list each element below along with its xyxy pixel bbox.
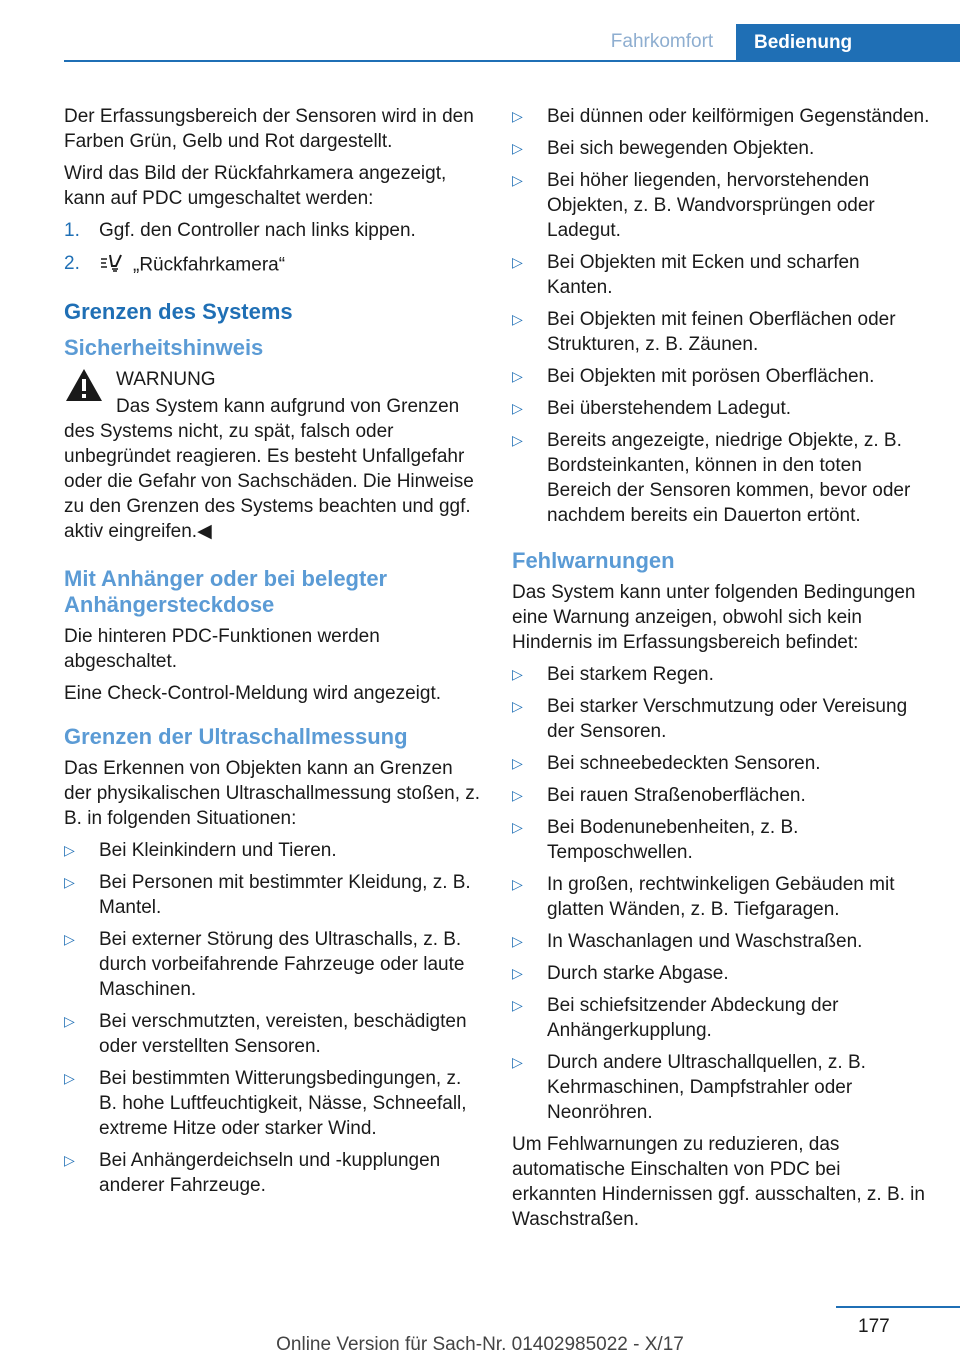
step-number: 2. — [64, 253, 80, 274]
list-item: ▷ Bei Anhängerdeichseln und -kupplungen anderer Fahrzeuge. — [64, 1150, 441, 1196]
object-limits-list — [512, 104, 930, 528]
triangle-right-icon: ▷ — [512, 876, 523, 892]
page-number: 177 — [858, 1316, 890, 1337]
triangle-right-icon: ▷ — [64, 842, 75, 858]
steps-list — [64, 218, 482, 280]
triangle-right-icon: ▷ — [512, 400, 523, 416]
triangle-right-icon: ▷ — [64, 1152, 75, 1168]
triangle-right-icon: ▷ — [512, 140, 523, 156]
list-item: ▷ Bei starker Verschmutzung oder Vereisung der Sensoren. — [512, 696, 908, 742]
false-warnings-list — [512, 662, 930, 1125]
warning-text: Das System kann aufgrund von Grenzen des Systems nicht, zu spät, falsch oder unbegründet reagieren. Es besteht Unfallgefahr oder die Gefahr von Sachschäden. Die Hinweise zu den Grenzen des Systems beachten und ggf. aktiv eingreifen.◀ — [64, 396, 474, 542]
warning-block — [64, 367, 482, 544]
triangle-right-icon: ▷ — [512, 819, 523, 835]
triangle-right-icon: ▷ — [512, 254, 523, 270]
list-item: ▷ Bei überstehendem Ladegut. — [512, 398, 792, 419]
triangle-right-icon: ▷ — [512, 666, 523, 682]
step-text: Ggf. den Controller nach links kippen. — [99, 220, 416, 241]
heading-grenzen-des-systems: Grenzen des Systems — [64, 299, 293, 324]
header-tab-fahrkomfort: Fahrkomfort — [610, 31, 714, 52]
ultraschall-limits-list — [64, 838, 482, 1198]
list-item: ▷ Bei Objekten mit feinen Oberflächen oder Strukturen, z. B. Zäunen. — [512, 309, 896, 355]
list-item: ▷ In großen, rechtwinkeligen Gebäuden mit glatten Wänden, z. B. Tiefgaragen. — [512, 874, 895, 920]
list-item: ▷ Bei Bodenunebenheiten, z. B. Temposchwellen. — [512, 817, 799, 863]
step-text-label: „Rückfahrkamera“ — [133, 254, 286, 276]
warning-title: WARNUNG — [116, 369, 216, 390]
footer-version: Online Version für Sach-Nr. 01402985022 - X/17 — [276, 1334, 684, 1355]
paragraph-ultraschall: Das Erkennen von Objekten kann an Grenzen der physikalischen Ultraschallmessung stoßen, z. B. in folgenden Situationen: — [64, 758, 481, 829]
paragraph-anhaenger-pdc: Die hinteren PDC-Funktionen werden abgeschaltet. — [64, 626, 380, 672]
header-rule — [64, 60, 960, 62]
list-item: ▷ Bei höher liegenden, hervorstehenden Objekten, z. B. Wandvorsprüngen oder Ladegut. — [512, 170, 875, 241]
triangle-right-icon: ▷ — [512, 933, 523, 949]
paragraph-check-control: Eine Check-Control-Meldung wird angezeigt. — [64, 683, 442, 704]
triangle-right-icon: ▷ — [512, 755, 523, 771]
triangle-right-icon: ▷ — [512, 787, 523, 803]
triangle-right-icon: ▷ — [512, 108, 523, 124]
list-item: ▷ Bei dünnen oder keilförmigen Gegenständen. — [512, 106, 930, 127]
list-item: ▷ Bei Objekten mit Ecken und scharfen Kanten. — [512, 252, 860, 298]
right-column — [512, 104, 930, 1239]
paragraph-camera-switch: Wird das Bild der Rückfahrkamera angezeigt, kann auf PDC umgeschaltet werden: — [64, 163, 447, 209]
paragraph-reduce-false-warnings: Um Fehlwarnungen zu reduzieren, das automatische Einschalten von PDC bei erkannten Hindernissen ggf. ausschalten, z. B. in Waschstraßen. — [512, 1134, 925, 1230]
triangle-right-icon: ▷ — [512, 965, 523, 981]
warning-triangle-icon — [64, 367, 104, 403]
paragraph-detection-range: Der Erfassungsbereich der Sensoren wird in den Farben Grün, Gelb und Rot dargestellt. — [64, 106, 474, 152]
triangle-right-icon: ▷ — [512, 311, 523, 327]
left-column — [64, 104, 482, 1205]
list-item: ▷ Bei Personen mit bestimmter Kleidung, z. B. Mantel. — [64, 872, 471, 918]
list-item: ▷ Bei verschmutzten, vereisten, beschädigten oder verstellten Sensoren. — [64, 1011, 467, 1057]
list-item: ▷ Durch starke Abgase. — [512, 963, 729, 984]
heading-anhaenger: Mit Anhänger oder bei belegter Anhängersteckdose — [64, 566, 388, 617]
list-item: ▷ Bei rauen Straßenoberflächen. — [512, 785, 806, 806]
list-item: ▷ Durch andere Ultraschallquellen, z. B. Kehrmaschinen, Dampfstrahler oder Neonröhren. — [512, 1052, 866, 1123]
triangle-right-icon: ▷ — [64, 1070, 75, 1086]
heading-ultraschall: Grenzen der Ultraschallmessung — [64, 724, 408, 749]
list-item: ▷ Bei starkem Regen. — [512, 664, 714, 685]
step-text — [99, 251, 482, 280]
step-number: 1. — [64, 220, 80, 241]
list-item: ▷ Bei externer Störung des Ultraschalls, z. B. durch vorbeifahrende Fahrzeuge oder laute Maschinen. — [64, 929, 465, 1000]
triangle-right-icon: ▷ — [512, 698, 523, 714]
triangle-right-icon: ▷ — [64, 1013, 75, 1029]
list-item: ▷ Bereits angezeigte, niedrige Objekte, z. B. Bordsteinkanten, können in den toten Bereich der Sensoren kommen, bevor oder nachdem bereits ein Dauerton ertönt. — [512, 430, 911, 526]
list-item: ▷ Bei Objekten mit porösen Oberflächen. — [512, 366, 875, 387]
heading-sicherheitshinweis: Sicherheitshinweis — [64, 335, 264, 360]
step-item — [64, 251, 482, 280]
triangle-right-icon: ▷ — [512, 368, 523, 384]
triangle-right-icon: ▷ — [512, 172, 523, 188]
list-item: ▷ In Waschanlagen und Waschstraßen. — [512, 931, 863, 952]
triangle-right-icon: ▷ — [64, 931, 75, 947]
list-item: ▷ Bei schiefsitzender Abdeckung der Anhängerkupplung. — [512, 995, 839, 1041]
triangle-right-icon: ▷ — [512, 1054, 523, 1070]
list-item: ▷ Bei schneebedeckten Sensoren. — [512, 753, 821, 774]
list-item: ▷ Bei bestimmten Witterungsbedingungen, z. B. hohe Luftfeuchtigkeit, Nässe, Schneefall, extreme Hitze oder starker Wind. — [64, 1068, 467, 1139]
footer-rule — [836, 1306, 960, 1308]
triangle-right-icon: ▷ — [64, 874, 75, 890]
triangle-right-icon: ▷ — [512, 997, 523, 1013]
list-item: ▷ Bei Kleinkindern und Tieren. — [64, 840, 337, 861]
triangle-right-icon: ▷ — [512, 432, 523, 448]
header-tab-bedienung: Bedienung — [736, 24, 960, 62]
paragraph-fehlwarnungen: Das System kann unter folgenden Bedingungen eine Warnung anzeigen, obwohl sich kein Hindernis im Erfassungsbereich befindet: — [512, 582, 916, 653]
heading-fehlwarnungen: Fehlwarnungen — [512, 548, 675, 573]
rear-camera-icon — [99, 251, 133, 280]
list-item: ▷ Bei sich bewegenden Objekten. — [512, 138, 815, 159]
step-item — [64, 218, 482, 243]
